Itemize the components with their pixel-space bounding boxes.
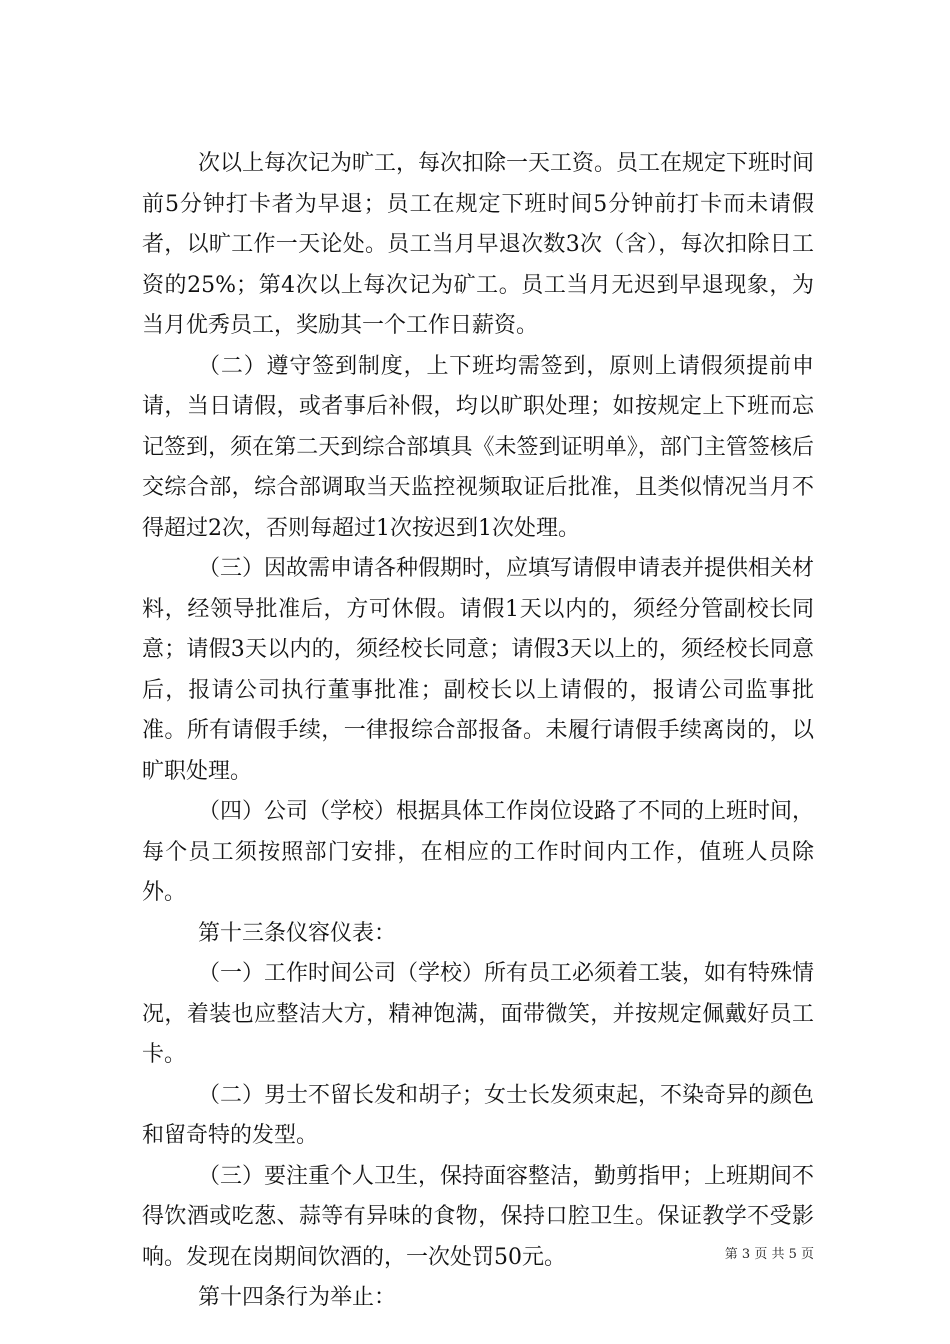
paragraph-work-schedule: （四）公司（学校）根据具体工作岗位设路了不同的上班时间，每个员工须按照部门安排，在相应的工作时间内工作，值班人员除外。 <box>142 799 815 905</box>
paragraph-uniform: （一）工作时间公司（学校）所有员工必须着工装，如有特殊情况，着装也应整洁大方，精神饱满，面带微笑，并按规定佩戴好员工卡。 <box>142 961 815 1067</box>
page-number-footer: 第 3 页 共 5 页 <box>724 1247 814 1262</box>
section-heading-appearance: 第十三条仪容仪表： <box>198 920 397 946</box>
document-body <box>142 144 814 1319</box>
paragraph-leave-application: （三）因故需申请各种假期时，应填写请假申请表并提供相关材料，经领导批准后，方可休假。请假1天以内的，须经分管副校长同意；请假3天以内的，须经校长同意；请假3天以上的，须经校长同意后，报请公司执行董事批准；副校长以上请假的，报请公司监事批准。所有请假手续，一律报综合部报备。未履行请假手续离岗的，以旷职处理。 <box>142 556 815 784</box>
paragraph-hygiene: （三）要注重个人卫生，保持面容整洁，勤剪指甲；上班期间不得饮酒或吃葱、蒜等有异味的食物，保持口腔卫生。保证教学不受影响。发现在岗期间饮酒的，一次处罚50元。 <box>142 1163 815 1270</box>
paragraph-absence-rules: 次以上每次记为旷工，每次扣除一天工资。员工在规定下班时间前5分钟打卡者为早退；员工在规定下班时间5分钟前打卡而未请假者，以旷工作一天论处。员工当月早退次数3次（含），每次扣除日工资的25%；第4次以上每次记为矿工。员工当月无迟到早退现象，为当月优秀员工，奖励其一个工作日薪资。 <box>142 151 815 338</box>
paragraph-hairstyle: （二）男士不留长发和胡子；女士长发须束起，不染奇异的颜色和留奇特的发型。 <box>142 1082 815 1148</box>
section-heading-conduct: 第十四条行为举止： <box>198 1285 397 1310</box>
paragraph-sign-in-rules: （二）遵守签到制度，上下班均需签到，原则上请假须提前申请，当日请假，或者事后补假，均以旷职处理；如按规定上下班而忘记签到，须在第二天到综合部填具《未签到证明单》，部门主管签核后交综合部，综合部调取当天监控视频取证后批准，且类似情况当月不得超过2次，否则每超过1次按迟到1次处理。 <box>142 353 814 541</box>
